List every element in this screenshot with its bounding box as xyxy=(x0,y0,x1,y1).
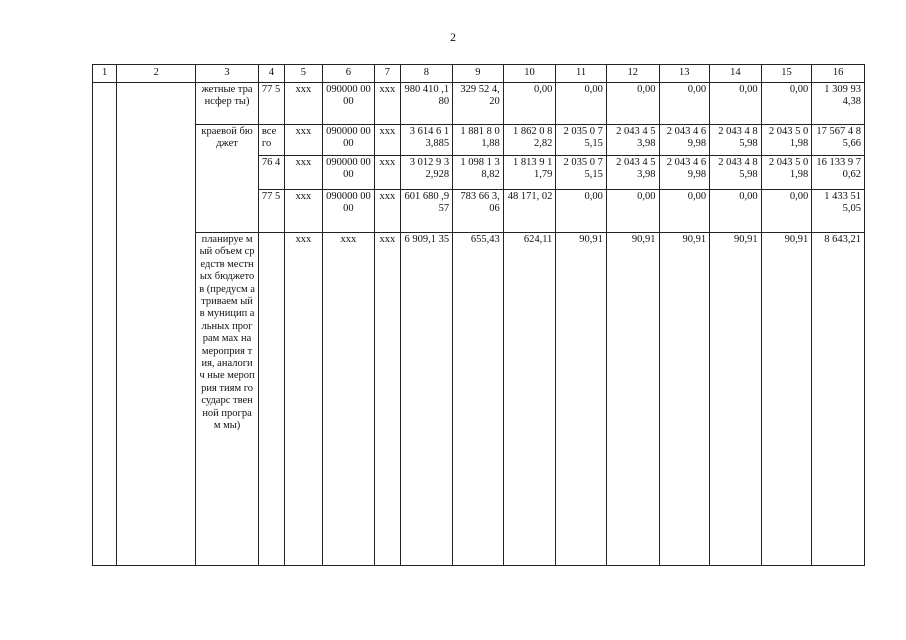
cell-value: 0,00 xyxy=(659,83,710,125)
column-header: 7 xyxy=(375,65,400,83)
cell-value: 0,00 xyxy=(761,190,812,233)
cell-value: 90,91 xyxy=(556,233,607,566)
cell-value: 1 862 0 82,82 xyxy=(503,125,556,156)
column-header: 1 xyxy=(93,65,117,83)
cell-value: 16 133 9 70,62 xyxy=(812,156,865,190)
cell-code-5: ххх xyxy=(285,125,322,156)
cell-code-6: ххх xyxy=(322,233,375,566)
cell-code-6: 090000 0000 xyxy=(322,156,375,190)
cell-description: планируе мый объем средств местных бюджето в (предусм атриваем ый в муницип альных програм мах на мероприя тия, аналогич ные мероприя тиям государс твенной програм мы) xyxy=(196,233,259,566)
cell-value: 2 043 5 01,98 xyxy=(761,156,812,190)
table-row xyxy=(93,125,865,156)
cell-value: 3 614 6 13,885 xyxy=(400,125,453,156)
cell-value: 980 410 ,180 xyxy=(400,83,453,125)
cell-value: 90,91 xyxy=(761,233,812,566)
cell-code-4: все го xyxy=(258,125,284,156)
column-header: 15 xyxy=(761,65,812,83)
column-header: 16 xyxy=(812,65,865,83)
column-header: 5 xyxy=(285,65,322,83)
cell-value: 624,11 xyxy=(503,233,556,566)
cell-code-6: 090000 0000 xyxy=(322,83,375,125)
cell-value: 90,91 xyxy=(606,233,659,566)
table-row xyxy=(93,83,865,125)
cell-value: 0,00 xyxy=(659,190,710,233)
cell-description: краевой бюджет xyxy=(196,125,259,233)
cell-code-5: ххх xyxy=(285,83,322,125)
cell-code-6: 090000 0000 xyxy=(322,125,375,156)
cell-value: 1 813 9 11,79 xyxy=(503,156,556,190)
cell-code-6: 090000 0000 xyxy=(322,190,375,233)
table-header-row xyxy=(93,65,865,83)
cell-value: 2 043 4 69,98 xyxy=(659,125,710,156)
cell-col2 xyxy=(117,83,196,566)
cell-value: 0,00 xyxy=(710,190,762,233)
cell-value: 2 043 4 85,98 xyxy=(710,125,762,156)
cell-value: 655,43 xyxy=(453,233,504,566)
cell-value: 8 643,21 xyxy=(812,233,865,566)
cell-value: 0,00 xyxy=(503,83,556,125)
cell-code-4 xyxy=(258,233,284,566)
column-header: 12 xyxy=(606,65,659,83)
column-header: 8 xyxy=(400,65,453,83)
cell-value: 2 043 4 53,98 xyxy=(606,156,659,190)
cell-value: 1 309 93 4,38 xyxy=(812,83,865,125)
column-header: 3 xyxy=(196,65,259,83)
cell-value: 0,00 xyxy=(556,83,607,125)
column-header: 4 xyxy=(258,65,284,83)
column-header: 14 xyxy=(710,65,762,83)
cell-code-7: ххх xyxy=(375,190,400,233)
cell-code-7: ххх xyxy=(375,125,400,156)
cell-description: жетные трансфер ты) xyxy=(196,83,259,125)
cell-value: 90,91 xyxy=(659,233,710,566)
table-row xyxy=(93,233,865,566)
cell-value: 0,00 xyxy=(556,190,607,233)
cell-value: 6 909,1 35 xyxy=(400,233,453,566)
cell-value: 3 012 9 32,928 xyxy=(400,156,453,190)
cell-value: 783 66 3,06 xyxy=(453,190,504,233)
column-header: 2 xyxy=(117,65,196,83)
cell-value: 2 035 0 75,15 xyxy=(556,125,607,156)
budget-table xyxy=(92,64,865,566)
cell-value: 17 567 4 85,66 xyxy=(812,125,865,156)
cell-value: 2 043 5 01,98 xyxy=(761,125,812,156)
cell-value: 1 881 8 01,88 xyxy=(453,125,504,156)
cell-code-4: 77 5 xyxy=(258,190,284,233)
cell-value: 601 680 ,957 xyxy=(400,190,453,233)
cell-code-4: 76 4 xyxy=(258,156,284,190)
column-header: 13 xyxy=(659,65,710,83)
column-header: 10 xyxy=(503,65,556,83)
cell-value: 1 098 1 38,82 xyxy=(453,156,504,190)
cell-value: 0,00 xyxy=(606,83,659,125)
cell-value: 2 043 4 85,98 xyxy=(710,156,762,190)
cell-value: 2 043 4 53,98 xyxy=(606,125,659,156)
cell-code-7: ххх xyxy=(375,233,400,566)
cell-col1 xyxy=(93,83,117,566)
column-header: 9 xyxy=(453,65,504,83)
cell-code-5: ххх xyxy=(285,190,322,233)
cell-code-4: 77 5 xyxy=(258,83,284,125)
page-number: 2 xyxy=(450,30,456,44)
cell-value: 0,00 xyxy=(710,83,762,125)
cell-value: 90,91 xyxy=(710,233,762,566)
cell-value: 2 035 0 75,15 xyxy=(556,156,607,190)
cell-code-7: ххх xyxy=(375,83,400,125)
cell-value: 1 433 51 5,05 xyxy=(812,190,865,233)
column-header: 6 xyxy=(322,65,375,83)
cell-value: 329 52 4,20 xyxy=(453,83,504,125)
cell-value: 2 043 4 69,98 xyxy=(659,156,710,190)
cell-value: 0,00 xyxy=(606,190,659,233)
column-header: 11 xyxy=(556,65,607,83)
cell-code-5: ххх xyxy=(285,233,322,566)
cell-code-5: ххх xyxy=(285,156,322,190)
cell-code-7: ххх xyxy=(375,156,400,190)
cell-value: 48 171, 02 xyxy=(503,190,556,233)
cell-value: 0,00 xyxy=(761,83,812,125)
